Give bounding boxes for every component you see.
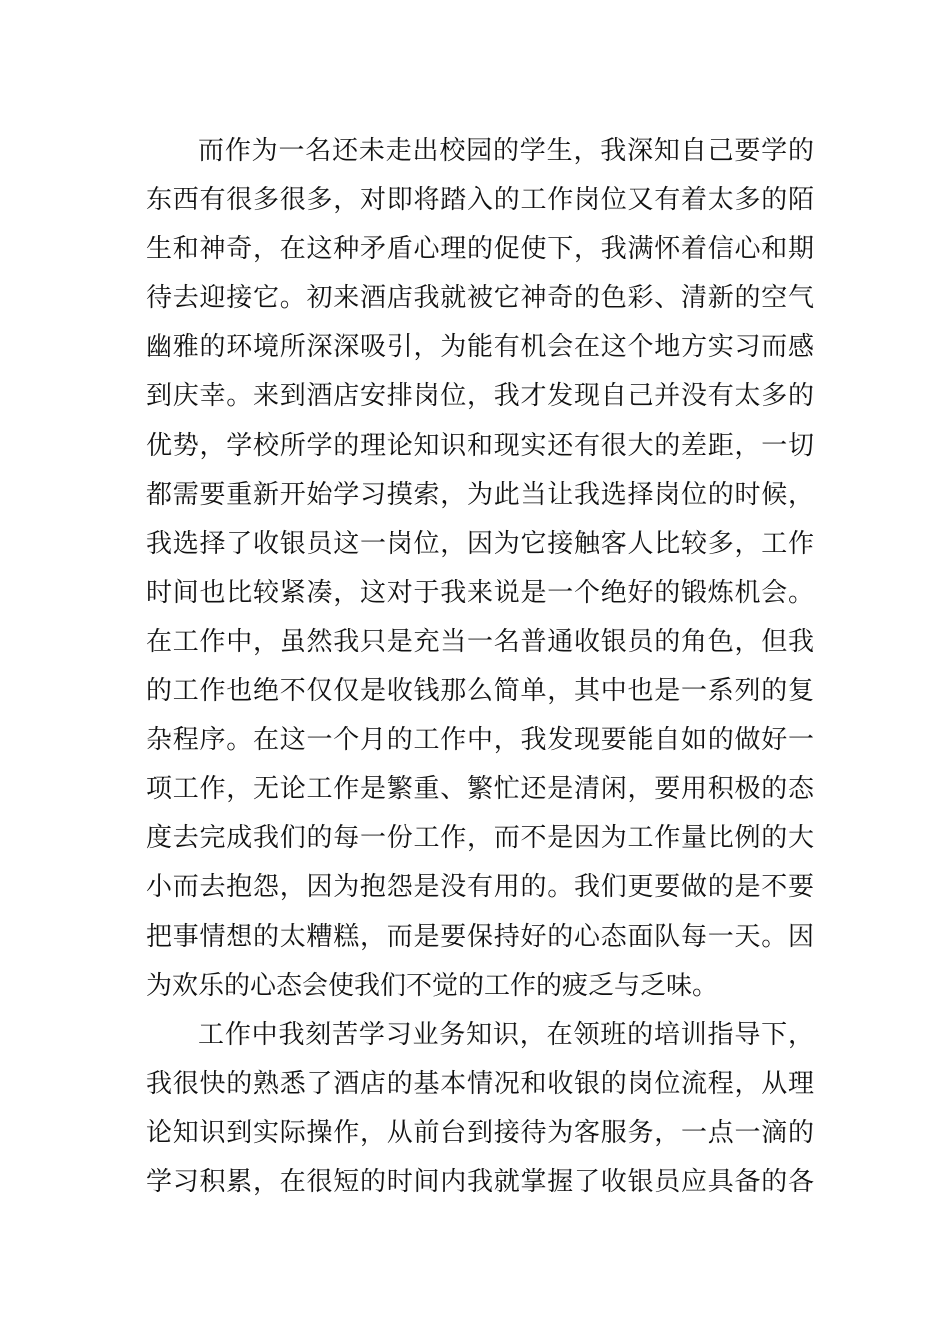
paragraph-1-line-15: 度去完成我们的每一份工作，而不是因为工作量比例的大 [146,823,814,854]
paragraph-2-line-3: 论知识到实际操作，从前台到接待为客服务，一点一滴的 [146,1117,814,1148]
paragraph-2-line-1: 工作中我刻苦学习业务知识，在领班的培训指导下， [198,1019,814,1050]
paragraph-1-line-5: 幽雅的环境所深深吸引，为能有机会在这个地方实习而感 [146,332,814,363]
paragraph-1-line-2: 东西有很多很多，对即将踏入的工作岗位又有着太多的陌 [146,185,814,216]
paragraph-1-line-14: 项工作，无论工作是繁重、繁忙还是清闲，要用积极的态 [146,774,814,805]
paragraph-1-line-13: 杂程序。在这一个月的工作中，我发现要能自如的做好一 [146,725,814,756]
paragraph-1-line-8: 都需要重新开始学习摸索，为此当让我选择岗位的时候， [146,479,814,510]
body-text [146,127,814,1207]
paragraph-1-line-9: 我选择了收银员这一岗位，因为它接触客人比较多，工作 [146,528,814,559]
paragraph-1-line-17: 把事情想的太糟糕，而是要保持好的心态面队每一天。因 [146,921,814,952]
paragraph-1-line-7: 优势，学校所学的理论知识和现实还有很大的差距，一切 [146,430,814,461]
paragraph-1-line-4: 待去迎接它。初来酒店我就被它神奇的色彩、清新的空气 [146,283,814,314]
paragraph-1-line-10: 时间也比较紧凑，这对于我来说是一个绝好的锻炼机会。 [146,577,814,608]
paragraph-1-line-12: 的工作也绝不仅仅是收钱那么简单，其中也是一系列的复 [146,676,814,707]
paragraph-1-line-1: 而作为一名还未走出校园的学生，我深知自己要学的 [198,136,814,166]
paragraph-1-line-11: 在工作中，虽然我只是充当一名普通收银员的角色，但我 [146,626,814,657]
paragraph-1-line-18: 为欢乐的心态会使我们不觉的工作的疲乏与乏味。 [146,970,719,1001]
paragraph-2-line-4: 学习积累，在很短的时间内我就掌握了收银员应具备的各 [146,1166,814,1197]
paragraph-1-line-6: 到庆幸。来到酒店安排岗位，我才发现自己并没有太多的 [146,381,814,412]
paragraph-1-line-16: 小而去抱怨，因为抱怨是没有用的。我们更要做的是不要 [146,872,814,903]
paragraph-2-line-2: 我很快的熟悉了酒店的基本情况和收银的岗位流程，从理 [146,1068,814,1099]
paragraph-1-line-3: 生和神奇，在这种矛盾心理的促使下，我满怀着信心和期 [146,234,814,265]
